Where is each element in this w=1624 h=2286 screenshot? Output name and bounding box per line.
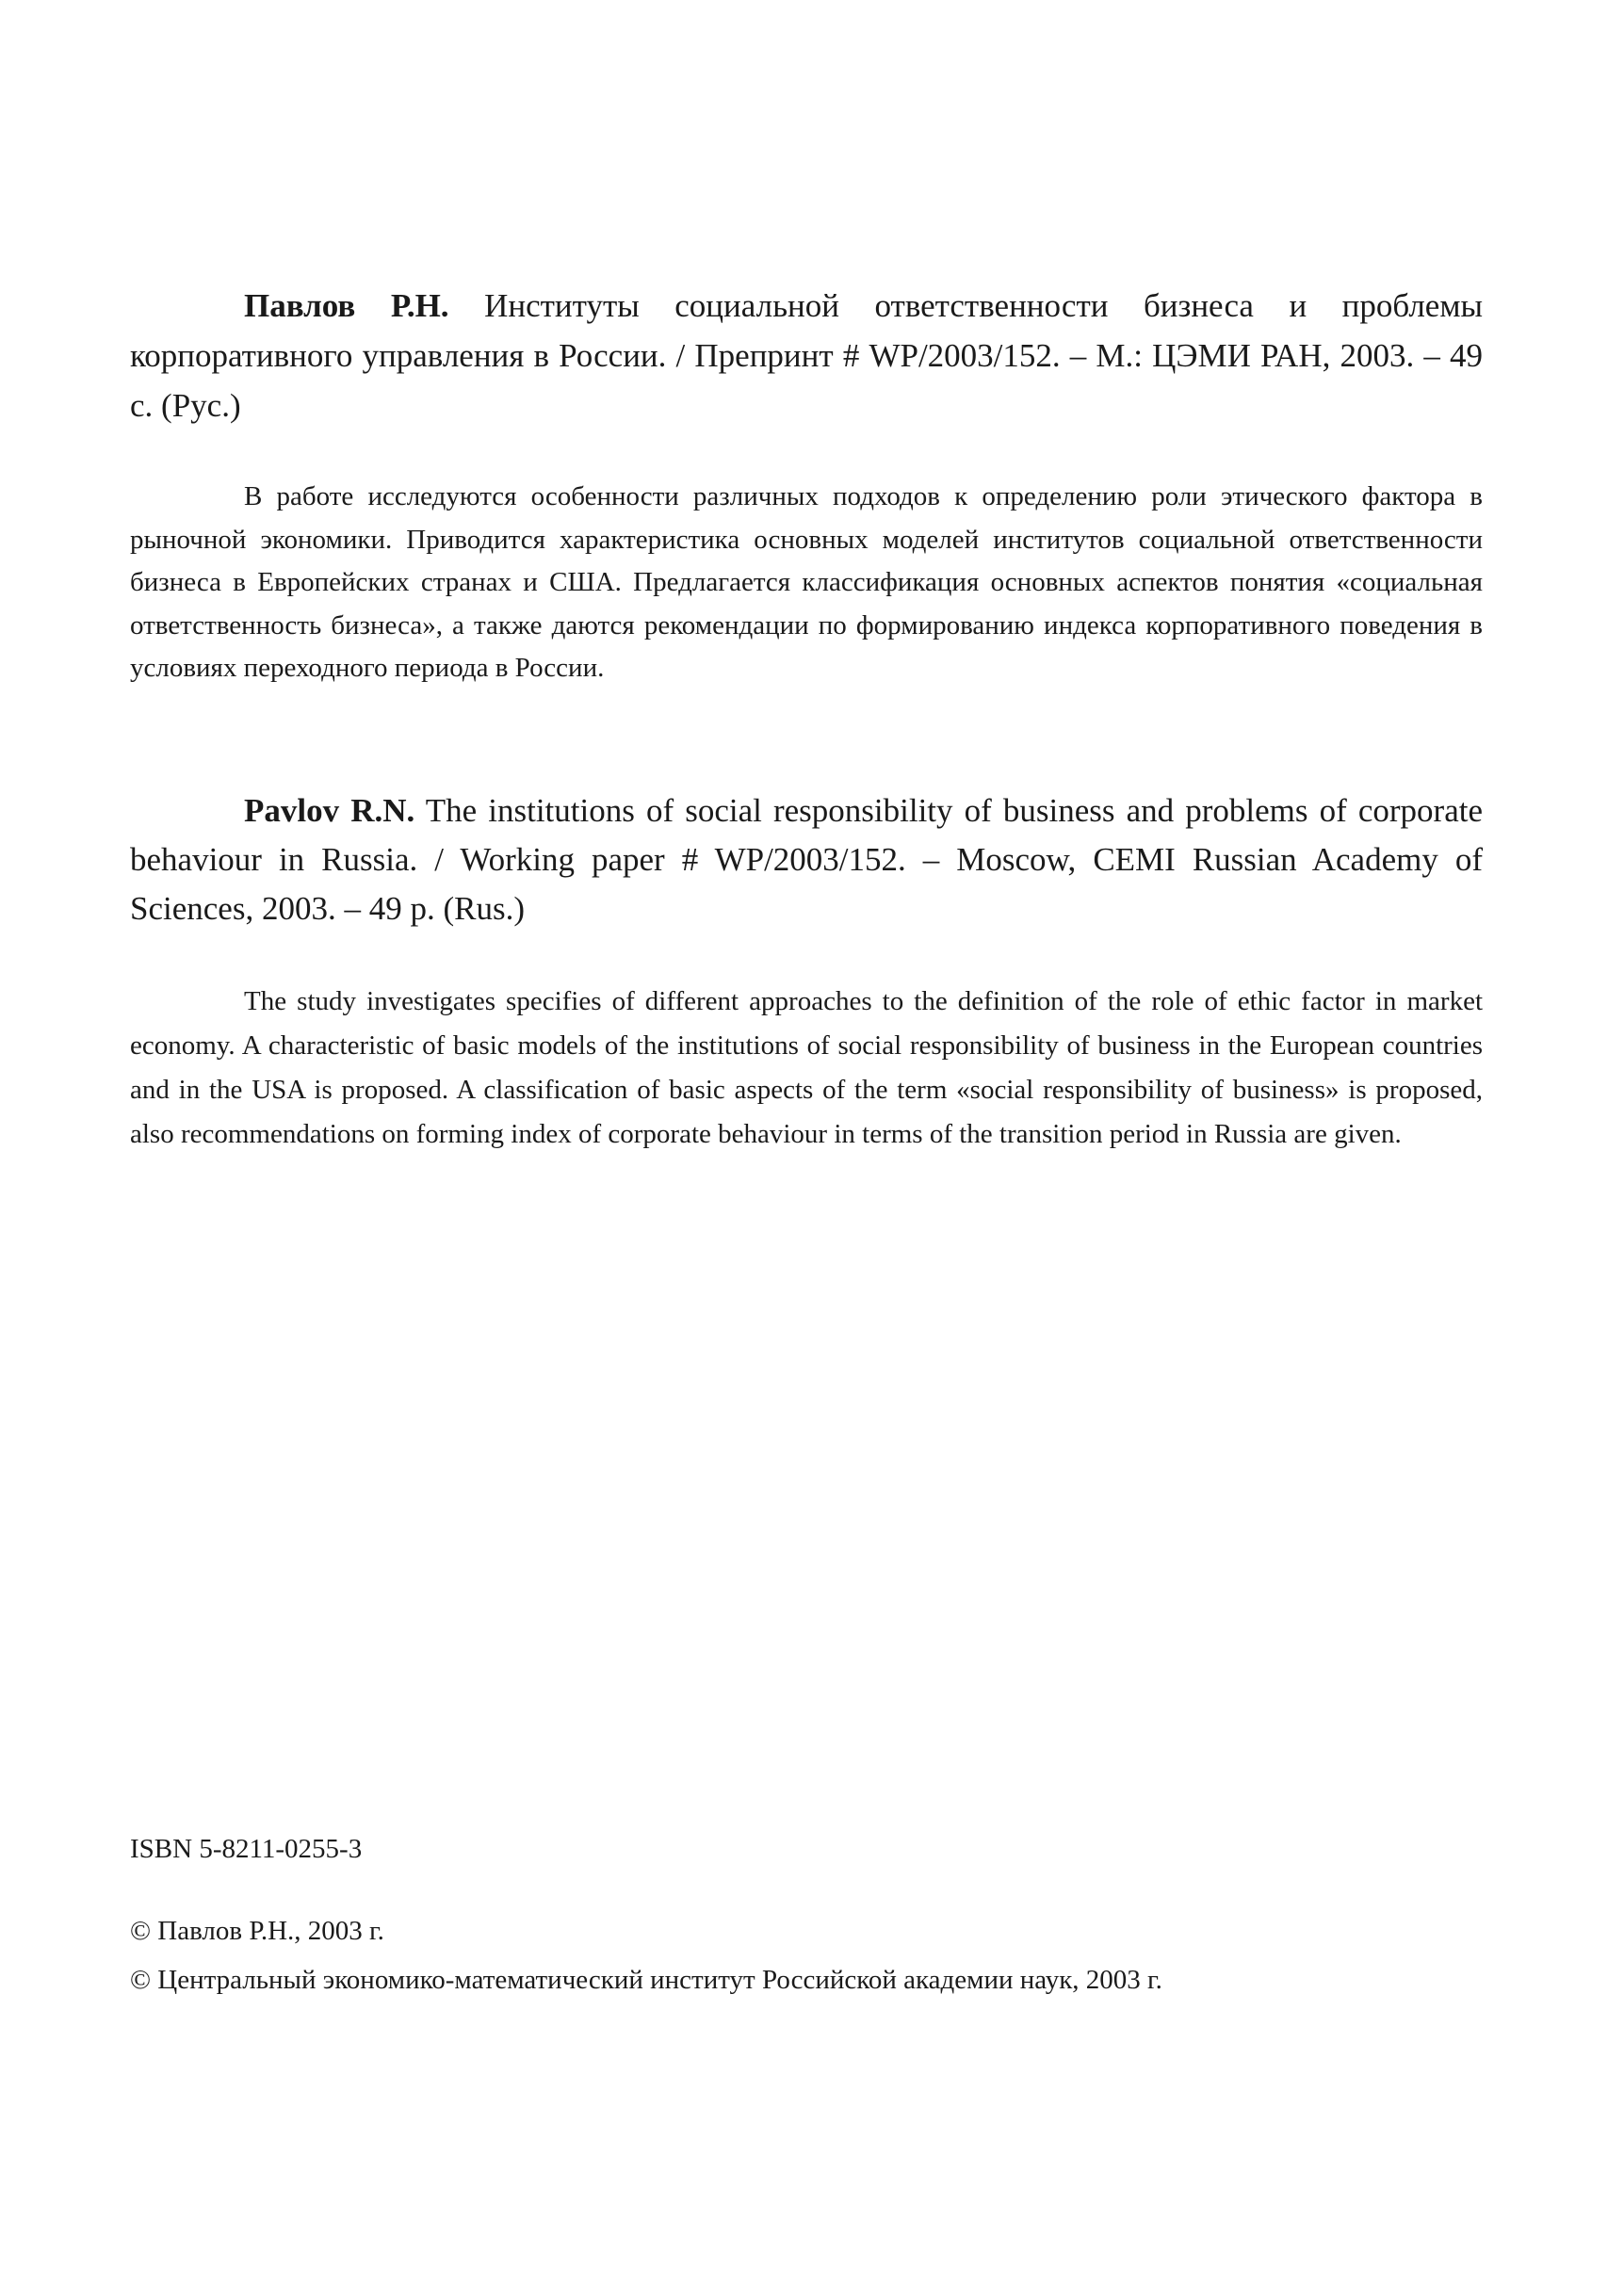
copyright-institute: © Центральный экономико-математический институт Российской академии наук, 2003 г. <box>130 1965 1162 1995</box>
abstract-ru: В работе исследуются особенности различных подходов к определению роли этического фактора в рыночной экономики. Приводится характеристика основных моделей институтов социальной ответственности бизнеса в Европейских странах и США. Предлагается классификация основных аспектов понятия «социальная ответственность бизнеса», а также даются рекомендации по формированию индекса корпоративного поведения в условиях переходного периода в России. <box>130 481 1483 683</box>
citation-ru <box>130 281 1483 430</box>
copyright-author: © Павлов Р.Н., 2003 г. <box>130 1916 384 1946</box>
citation-en-author: Pavlov R.N. <box>244 792 415 829</box>
citation-ru-author: Павлов Р.Н. <box>244 287 449 324</box>
citation-en <box>130 786 1483 933</box>
isbn: ISBN 5-8211-0255-3 <box>130 1834 363 1864</box>
abstract-en: The study investigates specifies of different approaches to the definition of the role of ethic factor in market economy. A characteristic of basic models of the institutions of social responsibility of business in the European countries and in the USA is proposed. A classification of basic aspects of the term «social responsibility of business» is proposed, also recommendations on forming index of corporate behaviour in terms of the transition period in Russia are given. <box>130 986 1483 1149</box>
citation-en-text: The institutions of social responsibility of business and problems of corporate behaviour in Russia. / Working paper # WP/2003/152. – Moscow, CEMI Russian Academy of Sciences, 2003. – 49 p. (Rus.) <box>130 792 1484 927</box>
citation-ru-text: Институты социальной ответственности бизнеса и проблемы корпоративного управления в России. / Препринт # WP/2003/152. – М.: ЦЭМИ РАН, 2003. – 49 с. (Рус.) <box>130 287 1484 424</box>
